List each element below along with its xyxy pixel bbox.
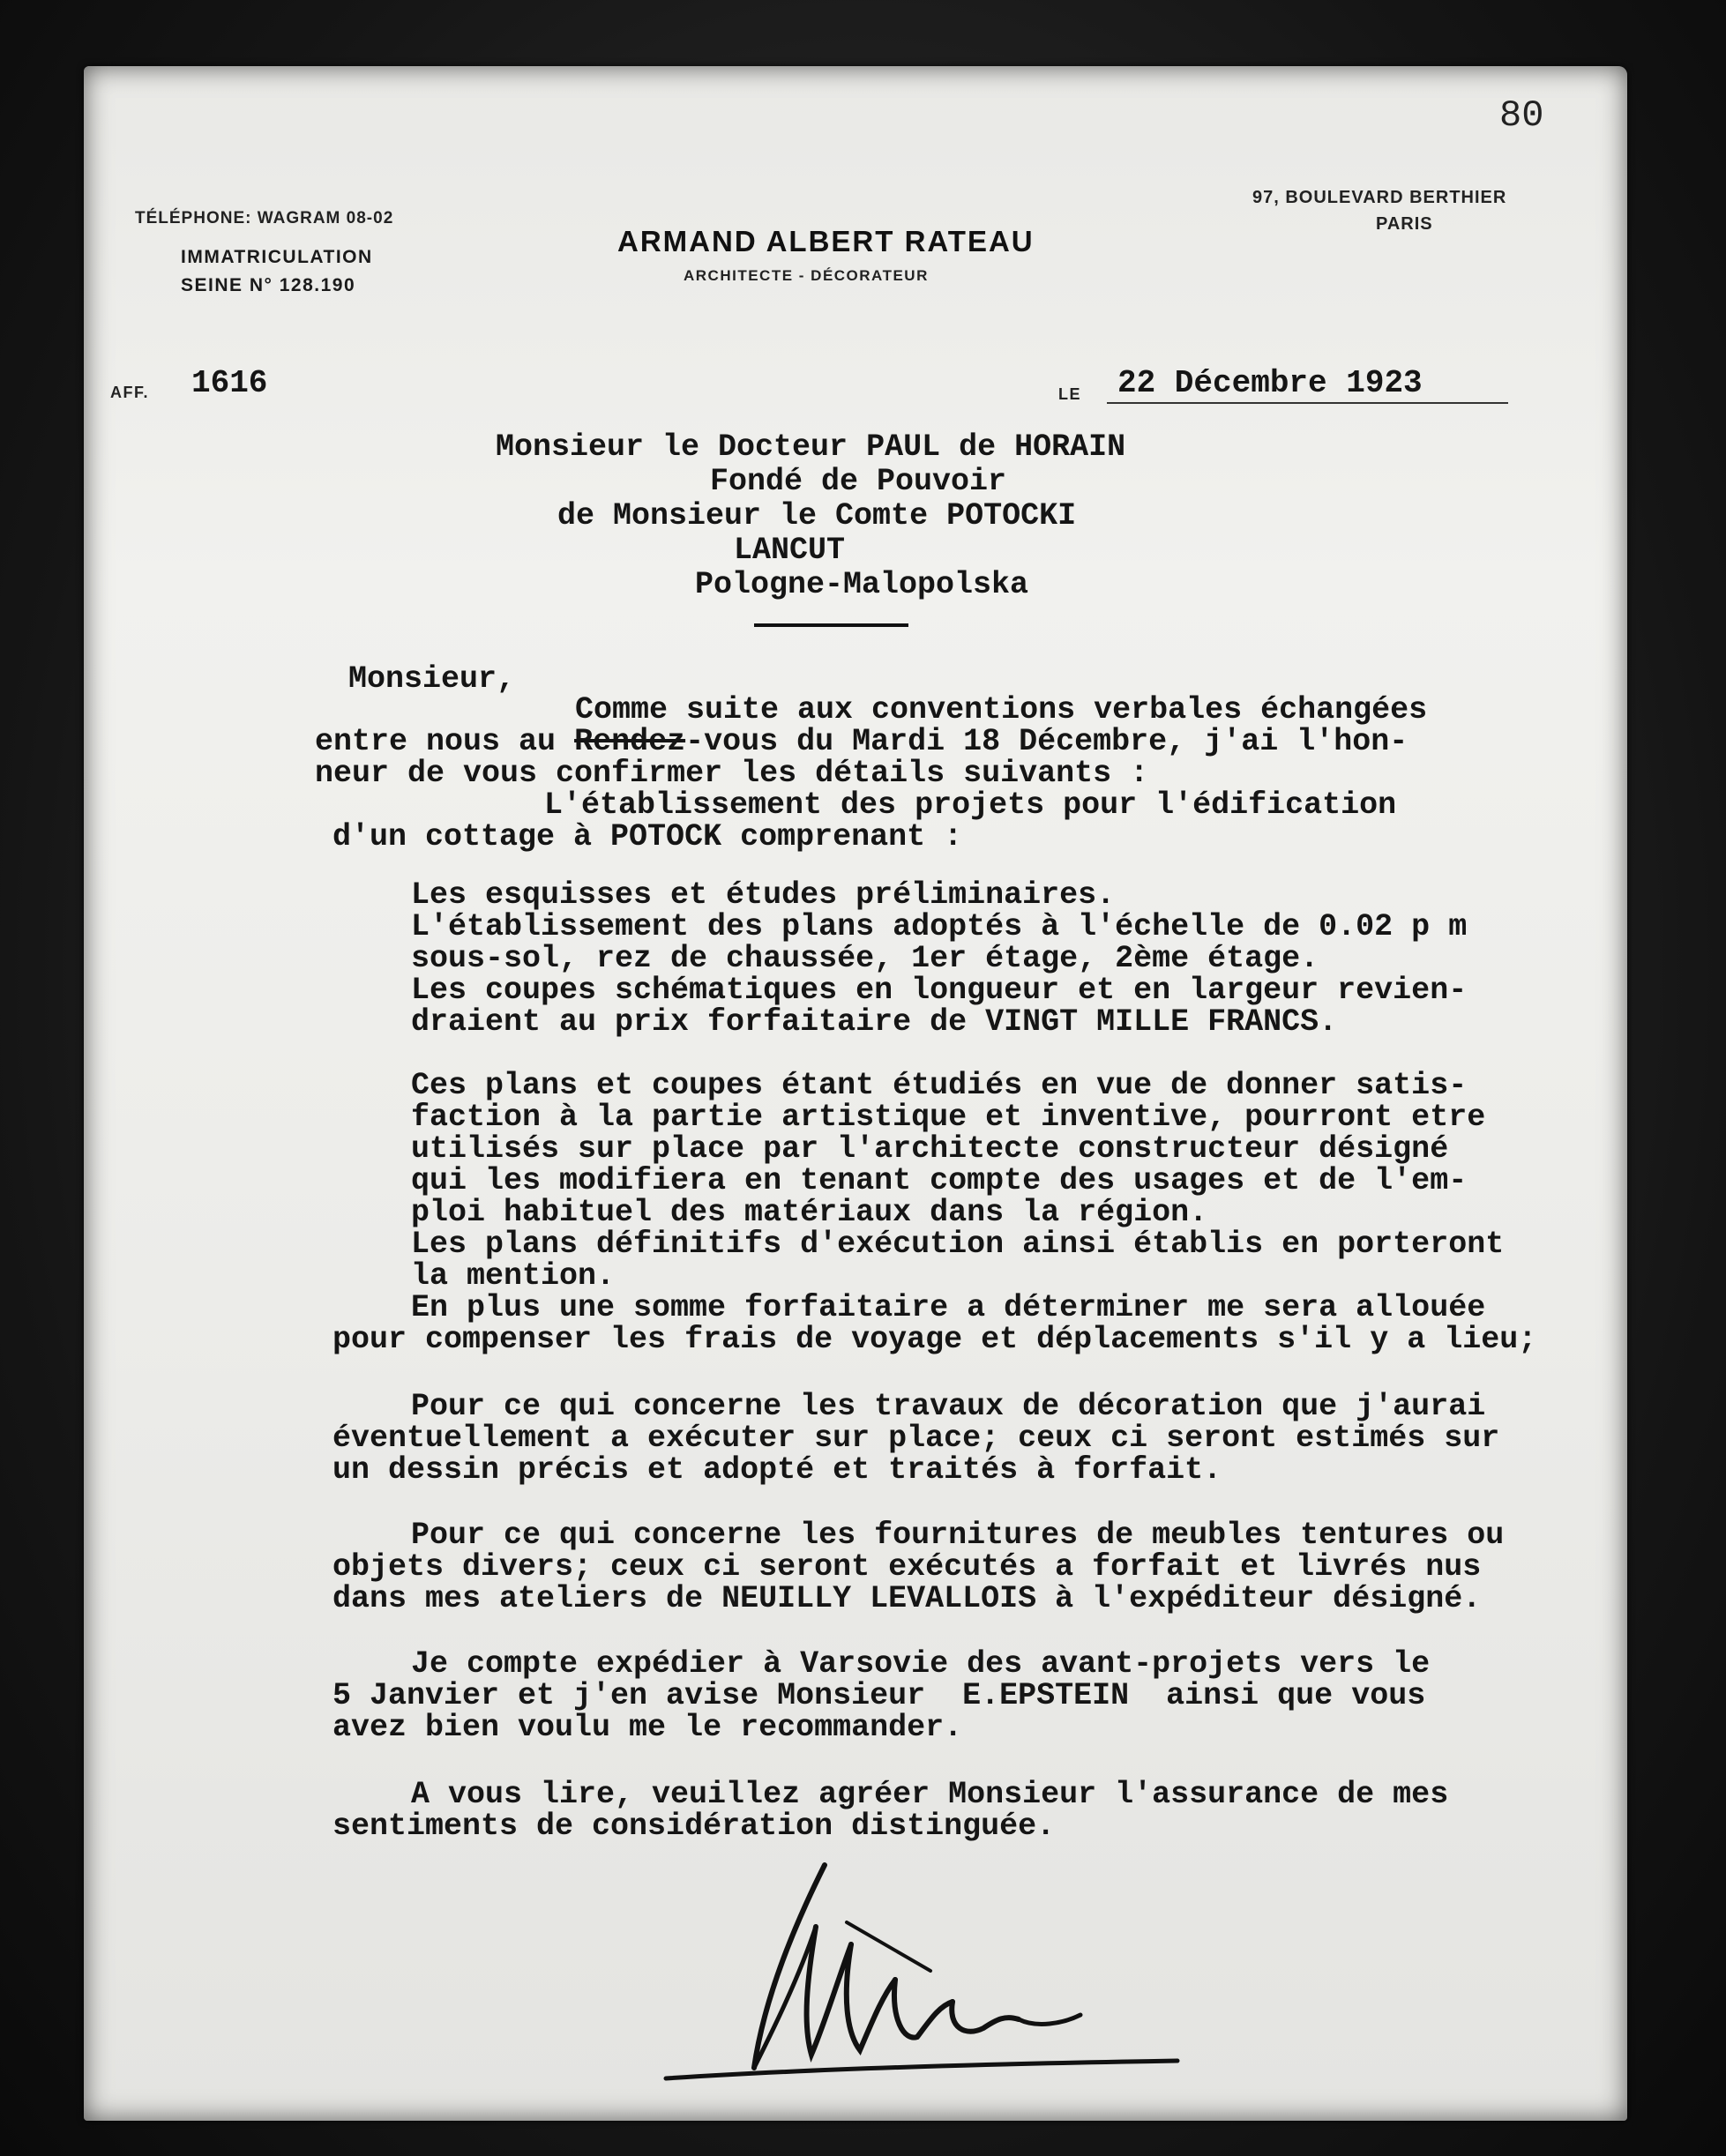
body-p6-line-3: dans mes ateliers de NEUILLY LEVALLOIS à l'expéditeur désigné. — [332, 1581, 1482, 1616]
body-p1-line-2-end: -vous du Mardi 18 Décembre, j'ai l'hon- — [685, 724, 1408, 759]
body-list-item-4: Les coupes schématiques en longueur et en largeur revien- — [411, 973, 1468, 1008]
letterhead-telephone: TÉLÉPHONE: WAGRAM 08-02 — [135, 209, 394, 228]
body-p3-line-6: Les plans définitifs d'exécution ainsi établis en porteront — [411, 1227, 1505, 1262]
body-p1-line-2 — [315, 724, 1408, 759]
body-list-item-1: Les esquisses et études préliminaires. — [411, 877, 1116, 913]
body-p4-line-2: pour compenser les frais de voyage et déplacements s'il y a lieu; — [332, 1322, 1537, 1357]
body-p1-struck-word: Rendez — [574, 724, 686, 759]
body-p1-line-2-start: entre nous au — [315, 724, 575, 759]
body-p2-line-1: L'établissement des projets pour l'édification — [544, 787, 1397, 823]
letterhead-address-street: 97, BOULEVARD BERTHIER — [1252, 188, 1507, 207]
body-p8-line-1: A vous lire, veuillez agréer Monsieur l'assurance de mes — [411, 1777, 1449, 1812]
aff-label: AFF. — [110, 384, 149, 401]
body-p8-line-2: sentiments de considération distinguée. — [332, 1809, 1056, 1844]
body-p4-line-1: En plus une somme forfaitaire a déterminer me sera allouée — [411, 1290, 1486, 1325]
recipient-line-1: Monsieur le Docteur PAUL de HORAIN — [496, 429, 1126, 465]
letterhead-immatriculation-number: SEINE N° 128.190 — [181, 275, 356, 295]
body-list-item-5: draient au prix forfaitaire de VINGT MILLE FRANCS. — [411, 1004, 1338, 1040]
body-list-item-2: L'établissement des plans adoptés à l'échelle de 0.02 p m — [411, 909, 1468, 944]
body-p3-line-5: ploi habituel des matériaux dans la région. — [411, 1195, 1208, 1230]
body-p5-line-1: Pour ce qui concerne les travaux de décoration que j'aurai — [411, 1389, 1486, 1424]
recipient-line-3: de Monsieur le Comte POTOCKI — [557, 498, 1077, 533]
body-p5-line-3: un dessin précis et adopté et traités à forfait. — [332, 1452, 1222, 1488]
recipient-line-2: Fondé de Pouvoir — [710, 464, 1007, 499]
body-p6-line-1: Pour ce qui concerne les fournitures de meubles tentures ou — [411, 1518, 1505, 1553]
body-p5-line-2: éventuellement a exécuter sur place; ceux ci seront estimés sur — [332, 1421, 1500, 1456]
page-number: 80 — [1499, 94, 1544, 137]
body-p1-line-3: neur de vous confirmer les détails suivants : — [315, 756, 1149, 791]
body-p1-line-1: Comme suite aux conventions verbales échangées — [575, 692, 1428, 727]
letter-sheet — [84, 66, 1627, 2121]
body-p3-line-1: Ces plans et coupes étant étudiés en vue de donner satis- — [411, 1068, 1468, 1103]
letterhead-address-city: PARIS — [1376, 214, 1433, 234]
signature — [648, 1830, 1195, 2094]
aff-number: 1616 — [191, 365, 268, 401]
recipient-rule — [754, 623, 908, 627]
letter-date: 22 Décembre 1923 — [1117, 365, 1423, 401]
body-p7-line-3: avez bien voulu me le recommander. — [332, 1710, 963, 1745]
body-p3-line-7: la mention. — [411, 1258, 616, 1294]
body-list-item-3: sous-sol, rez de chaussée, 1er étage, 2ème étage. — [411, 941, 1319, 976]
date-underline — [1107, 402, 1508, 404]
letterhead-immatriculation-label: IMMATRICULATION — [181, 247, 373, 267]
body-p7-line-2: 5 Janvier et j'en avise Monsieur E.EPSTEIN ainsi que vous — [332, 1678, 1426, 1713]
salutation: Monsieur, — [348, 661, 516, 697]
recipient-line-4: LANCUT — [734, 533, 846, 568]
body-p6-line-2: objets divers; ceux ci seront exécutés a forfait et livrés nus — [332, 1549, 1482, 1585]
body-p3-line-2: faction à la partie artistique et inventive, pourront etre — [411, 1100, 1486, 1135]
body-p3-line-3: utilisés sur place par l'architecte constructeur désigné — [411, 1131, 1449, 1167]
date-prefix: LE — [1058, 385, 1082, 403]
letterhead-name: ARMAND ALBERT RATEAU — [617, 225, 1035, 257]
recipient-line-5: Pologne-Malopolska — [695, 567, 1029, 602]
body-p7-line-1: Je compte expédier à Varsovie des avant-projets vers le — [411, 1646, 1431, 1682]
body-p2-line-2: d'un cottage à POTOCK comprenant : — [332, 819, 963, 854]
letterhead-profession: ARCHITECTE - DÉCORATEUR — [684, 267, 929, 284]
body-p3-line-4: qui les modifiera en tenant compte des usages et de l'em- — [411, 1163, 1468, 1198]
